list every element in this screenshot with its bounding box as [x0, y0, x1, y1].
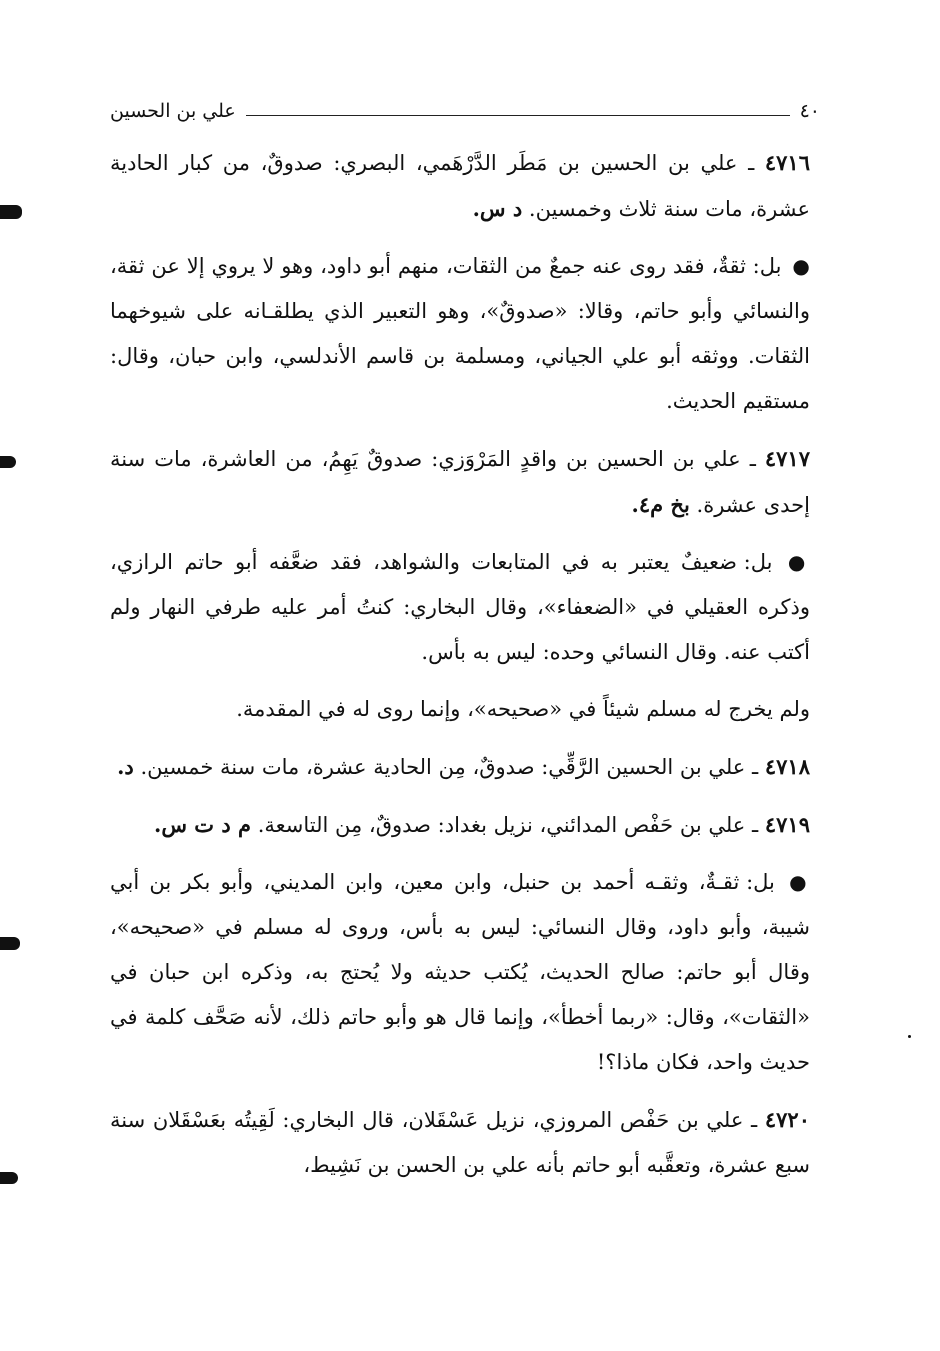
scan-edge-mark	[0, 456, 16, 468]
note-text: بل: ثقـةٌ، وثقـه أحمد بن حنبل، وابن معين، وابن المديني، وأبو بكر بن أبي شيبة، وأبو داود، وقال النسائي: ليس به بأس، وروى له مسلم في «صحيحه»، وقال أبو حاتم: صالح الحديث، يُكتب حديثه ولا يُحتج به، وذكره ابن حبان في «الثقات»، وقال: «ربما أخطأ»، وإنما قال هو وأبو حاتم ذلك، لأنه صَحَّف كلمة في حديث واحد، فكان ماذا؟!	[110, 870, 810, 1074]
note-text: بل: ضعيفٌ يعتبر به في المتابعات والشواهد، فقد ضعَّفه أبو حاتم الرازي، وذكره العقيلي في «الضعفاء»، وقال البخاري: كنتُ أمر عليه طرفي النهار ولم أكتب عنه. وقال النسائي وحده: ليس به بأس.	[110, 550, 810, 664]
entry-codes: م د ت س.	[154, 812, 252, 837]
header-rule	[246, 101, 790, 116]
note-text: ولم يخرج له مسلم شيئاً في «صحيحه»، وإنما روى له في المقدمة.	[236, 697, 810, 721]
entry-codes: د س.	[472, 196, 523, 221]
entry-4717	[110, 436, 810, 528]
page-header	[110, 92, 820, 122]
entry-codes: بخ م٤.	[631, 492, 690, 517]
entry-text: علي بن حَفْص المدائني، نزيل بغداد: صدوقٌ، مِن التاسعة.	[257, 813, 746, 837]
entry-text: علي بن الحسين بن مَطَر الدَّرْهَمي، البصري: صدوقٌ، من كبار الحادية عشرة، مات سنة ثلاث وخمسين.	[110, 151, 810, 221]
entry-dash: ـ	[749, 447, 756, 471]
running-title: علي بن الحسين	[110, 100, 236, 122]
page-number: ٤٠	[799, 100, 820, 122]
entry-number: ٤٧١٦	[764, 150, 810, 175]
entry-number: ٤٧١٧	[764, 446, 810, 471]
bullet-icon: ●	[792, 254, 810, 278]
entry-text: علي بن حَفْص المروزي، نزيل عَسْقَلان، قال البخاري: لَقِيتُه بعَسْقَلان سنة سبع عشرة، وتعقَّبه أبو حاتم بأنه علي بن الحسن بن نَشِيط،	[110, 1108, 810, 1177]
entry-text: علي بن الحسين الرَّقِّي: صدوقٌ، مِن الحادية عشرة، مات سنة خمسين.	[140, 755, 746, 779]
entry-4718	[110, 744, 810, 790]
scan-edge-mark	[0, 205, 22, 219]
entry-4720	[110, 1097, 810, 1188]
entry-dash: ـ	[752, 813, 759, 837]
note-4717	[110, 540, 810, 675]
entry-text: علي بن الحسين بن واقدٍ المَرْوَزي: صدوقٌ يَهِمُ، من العاشرة، مات سنة إحدى عشرة.	[110, 447, 810, 517]
entry-4716	[110, 140, 810, 232]
note-4719	[110, 860, 810, 1085]
entry-number: ٤٧١٨	[764, 754, 810, 779]
scan-speck	[908, 1035, 911, 1038]
entry-number: ٤٧٢٠	[764, 1107, 810, 1132]
note-text: بل: ثقةٌ، فقد روى عنه جمعٌ من الثقات، منهم أبو داود، وهو لا يروي إلا عن ثقة، والنسائي وأبو حاتم، وقالا: «صدوقٌ»، وهو التعبير الذي يطلقـانه على شيوخهما الثقات. ووثقه أبو علي الجياني، ومسلمة بن قاسم الأندلسي، وابن حبان، وقال: مستقيم الحديث.	[110, 254, 810, 413]
entry-4719	[110, 802, 810, 848]
scan-edge-mark	[0, 1172, 18, 1184]
entry-dash: ـ	[751, 1108, 758, 1132]
note-4717-continued	[110, 687, 810, 732]
entry-dash: ـ	[752, 755, 759, 779]
entry-dash: ـ	[748, 151, 755, 175]
bullet-icon: ●	[787, 550, 811, 574]
note-4716	[110, 244, 810, 424]
page-body	[110, 140, 810, 1200]
entry-number: ٤٧١٩	[764, 812, 810, 837]
entry-codes: د.	[117, 754, 134, 779]
bullet-icon: ●	[789, 870, 810, 894]
scan-edge-mark	[0, 937, 20, 950]
